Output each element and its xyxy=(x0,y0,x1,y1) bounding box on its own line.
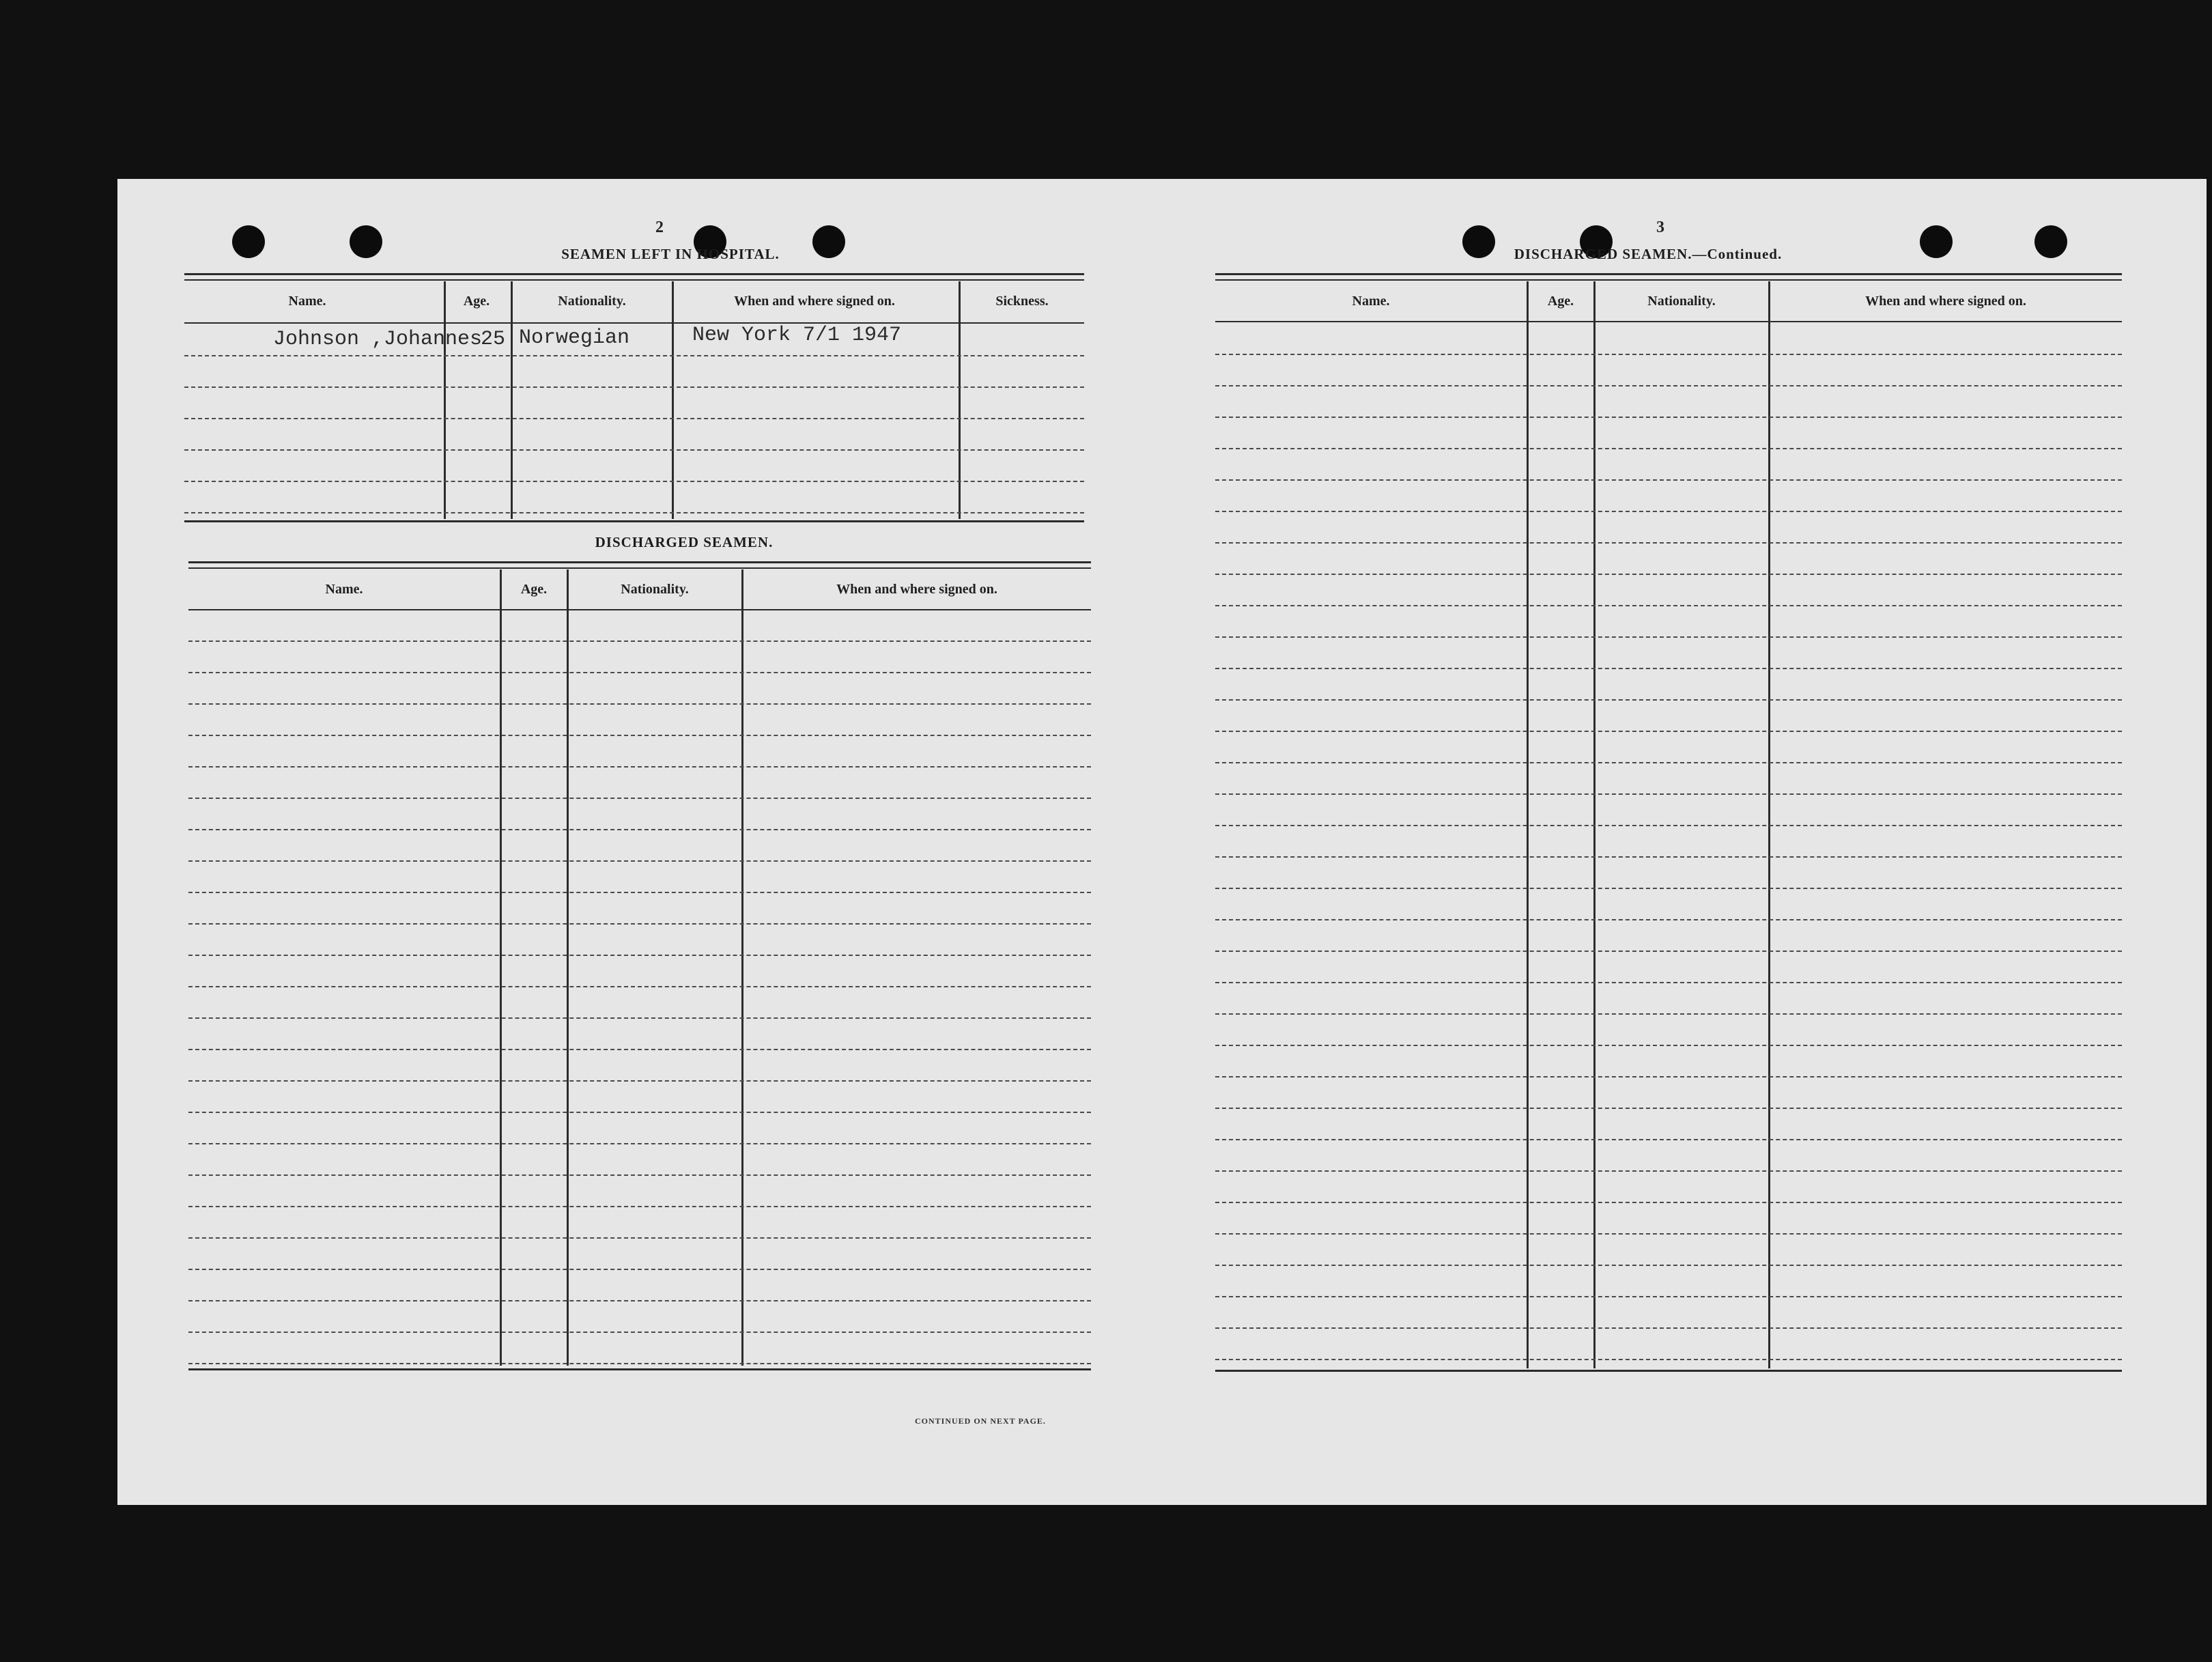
ruled-line xyxy=(188,640,1091,642)
ruled-line xyxy=(188,892,1091,893)
ruled-line xyxy=(188,1237,1091,1239)
ruled-line xyxy=(1215,574,2122,575)
ruled-line xyxy=(1215,1202,2122,1203)
punch-hole xyxy=(1920,225,1953,258)
ruled-line xyxy=(1215,354,2122,355)
page-number-right: 3 xyxy=(1656,219,1664,236)
discharged-section-title: DISCHARGED SEAMEN. xyxy=(595,534,774,550)
header-name: Name. xyxy=(325,582,363,597)
page-number-left: 2 xyxy=(655,219,664,236)
ruled-line xyxy=(188,1049,1091,1050)
ruled-line xyxy=(1215,1296,2122,1297)
hospital-section-title: SEAMEN LEFT IN HOSPITAL. xyxy=(561,246,780,262)
ruled-line xyxy=(1215,950,2122,952)
ruled-line xyxy=(1215,856,2122,858)
ruled-line xyxy=(1215,1327,2122,1329)
ruled-line xyxy=(1215,605,2122,606)
ruled-line xyxy=(188,735,1091,736)
ruled-line xyxy=(1215,1108,2122,1109)
ledger-page-spread xyxy=(117,179,2207,1505)
ruled-line xyxy=(188,860,1091,862)
ruled-line xyxy=(1215,417,2122,418)
header-nationality: Nationality. xyxy=(558,294,626,309)
ruled-line xyxy=(1215,1045,2122,1046)
entry-nationality: Norwegian xyxy=(519,326,630,350)
ruled-line xyxy=(1215,385,2122,386)
punch-hole xyxy=(1462,225,1495,258)
ruled-line xyxy=(188,1300,1091,1301)
ruled-line xyxy=(1215,1139,2122,1140)
ruled-line xyxy=(1215,448,2122,449)
header-age: Age. xyxy=(1547,294,1574,309)
ruled-line xyxy=(188,1112,1091,1113)
ruled-line xyxy=(188,703,1091,705)
ruled-line xyxy=(1215,668,2122,669)
ruled-line xyxy=(188,1269,1091,1270)
header-signed-on: When and where signed on. xyxy=(836,582,997,597)
header-signed-on: When and where signed on. xyxy=(734,294,895,309)
header-age: Age. xyxy=(463,294,490,309)
punch-hole xyxy=(350,225,382,258)
ruled-line xyxy=(1215,888,2122,889)
header-nationality: Nationality. xyxy=(1647,294,1716,309)
ruled-line xyxy=(188,955,1091,956)
ruled-line xyxy=(188,766,1091,767)
ruled-line xyxy=(1215,1359,2122,1360)
ruled-line xyxy=(1215,825,2122,826)
ruled-line xyxy=(188,986,1091,987)
ruled-line xyxy=(188,829,1091,830)
ruled-line xyxy=(188,1017,1091,1019)
ruled-line xyxy=(188,1206,1091,1207)
ruled-line xyxy=(1215,1170,2122,1172)
ruled-line xyxy=(188,1174,1091,1176)
ruled-line xyxy=(188,798,1091,799)
entry-age: 25 xyxy=(481,328,506,351)
ruled-line xyxy=(1215,479,2122,481)
punch-hole xyxy=(2034,225,2067,258)
ruled-line xyxy=(1215,919,2122,920)
hospital-table xyxy=(184,273,1084,526)
ruled-line xyxy=(188,1363,1091,1364)
discharged-continued-title: DISCHARGED SEAMEN.—Continued. xyxy=(1514,246,1783,262)
entry-signed-on: New York 7/1 1947 xyxy=(692,324,902,347)
discharged-table-left xyxy=(188,561,1091,1381)
ruled-line xyxy=(188,672,1091,673)
punch-hole xyxy=(232,225,265,258)
ruled-line xyxy=(1215,511,2122,512)
ruled-line xyxy=(1215,699,2122,701)
discharged-table-right xyxy=(1215,273,2122,1379)
ruled-line xyxy=(1215,636,2122,638)
ruled-line xyxy=(1215,731,2122,732)
ruled-line xyxy=(1215,1265,2122,1266)
entry-name: Johnson ,Johannes xyxy=(273,328,483,351)
header-signed-on: When and where signed on. xyxy=(1865,294,2026,309)
continued-footer: CONTINUED ON NEXT PAGE. xyxy=(915,1416,1046,1426)
ruled-line xyxy=(188,923,1091,925)
header-sickness: Sickness. xyxy=(995,294,1049,309)
ruled-line xyxy=(1215,793,2122,795)
ruled-line xyxy=(188,1080,1091,1082)
ruled-line xyxy=(1215,982,2122,983)
ruled-line xyxy=(188,1332,1091,1333)
ruled-line xyxy=(1215,1076,2122,1078)
header-nationality: Nationality. xyxy=(621,582,689,597)
ruled-line xyxy=(1215,542,2122,544)
ruled-line xyxy=(1215,1013,2122,1015)
ruled-line xyxy=(1215,1233,2122,1235)
ruled-line xyxy=(1215,762,2122,763)
ruled-line xyxy=(188,1143,1091,1144)
header-age: Age. xyxy=(520,582,548,597)
header-name: Name. xyxy=(1352,294,1390,309)
header-name: Name. xyxy=(288,294,326,309)
